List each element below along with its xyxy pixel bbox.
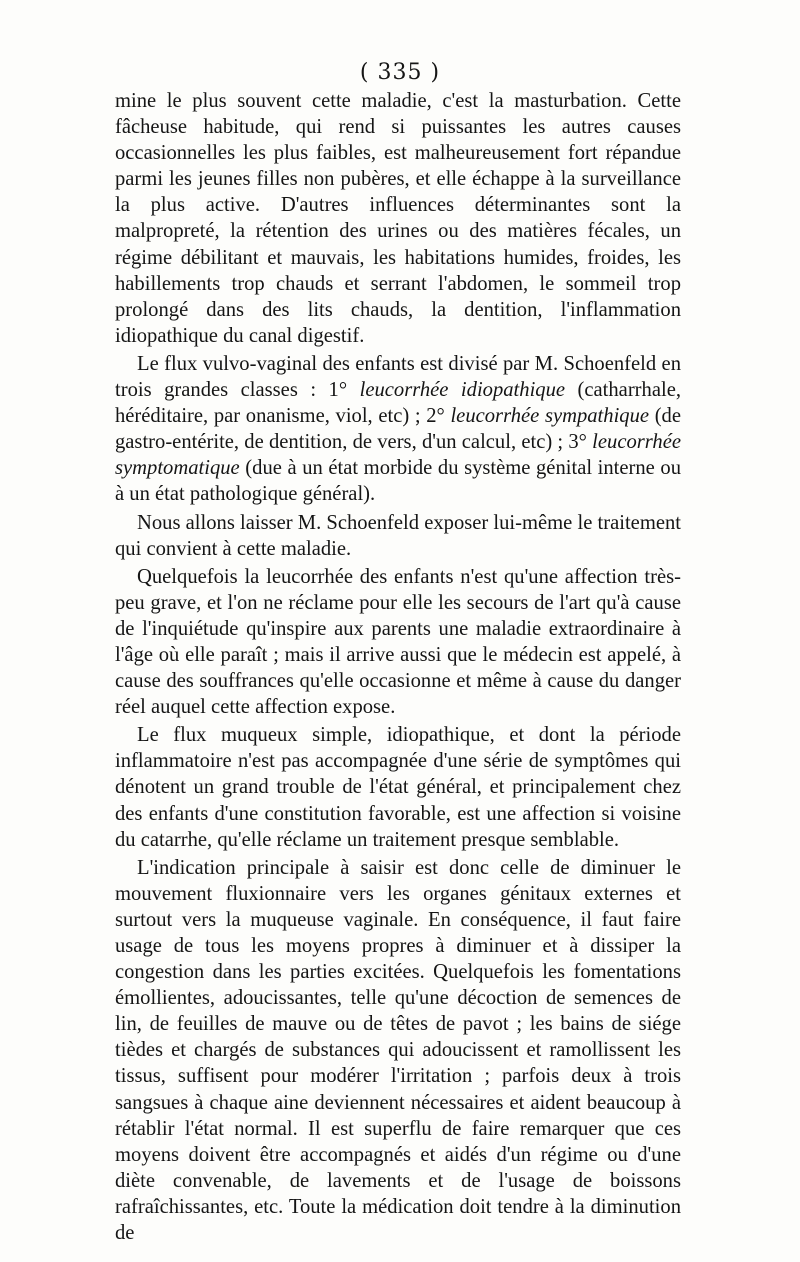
paragraph-severity: Quelquefois la leucorrhée des enfants n'est qu'une affection très-peu grave, et l'on ne réclame pour elle les secours de l'art qu'à cause de l'inquiétude qu'inspire aux parents une maladie extraordinaire à l'âge où elle paraît ; mais il arrive aussi que le médecin est appelé, à cause des souffrances qu'elle occasionne et même à cause du danger réel auquel cette affection expose.	[115, 565, 681, 719]
classification-text-1: Le flux vulvo-vaginal des enfants est divisé par M. Schoenfeld en trois grandes classes : 1°	[115, 352, 681, 402]
paragraph-classification	[115, 351, 681, 508]
paragraph-causes: mine le plus souvent cette maladie, c'est la masturbation. Cette fâcheuse habitude, qui rend si puissantes les autres causes occasionnelles les plus faibles, est malheureusement fort répandue parmi les jeunes filles non pubères, et elle échappe à la surveillance la plus active. D'autres influences déterminantes sont la malpropreté, la rétention des urines ou des matières fécales, un régime débilitant et mauvais, les habitations humides, froides, les habillements trop chauds et serrant l'abdomen, le sommeil trop prolongé dans des lits chauds, la dentition, l'inflammation idiopathique du canal digestif.	[115, 90, 681, 347]
page-number: ( 335 )	[359, 60, 441, 85]
body-text	[115, 88, 681, 1246]
paragraph-intro-treatment: Nous allons laisser M. Schoenfeld exposer lui-même le traitement qui convient à cette maladie.	[115, 511, 681, 560]
classification-idiopathique: leucorrhée idiopathique	[359, 379, 566, 402]
classification-symptomatique: leucorrhée symptomatique	[115, 431, 681, 480]
classification-sympathique: leucorrhée sympathique	[450, 405, 650, 428]
classification-text-4: (due à un état morbide du système génital interne ou à un état pathologique général).	[115, 457, 681, 506]
classification-text-2: (catharrhale, héréditaire, par onanisme, viol, etc) ; 2°	[115, 379, 681, 428]
paragraph-indication: L'indication principale à saisir est donc celle de diminuer le mouvement fluxionnaire vers les organes génitaux externes et surtout vers la muqueuse vaginale. En conséquence, il faut faire usage de tous les moyens propres à diminuer et à dissiper la congestion dans les parties excitées. Quelquefois les fomentations émollientes, adoucissantes, telle qu'une décoction de semences de lin, de feuilles de mauve ou de têtes de pavot ; les bains de siége tièdes et chargés de substances qui adoucissent et ramollissent les tissus, suffisent pour modérer l'irritation ; parfois deux à trois sangsues à chaque aine deviennent nécessaires et aident beaucoup à rétablir l'état normal. Il est superflu de faire remarquer que ces moyens doivent être accompagnés et aidés d'un régime ou d'une diète convenable, de lavements et de l'usage de boissons rafraîchissantes, etc. Toute la médication doit tendre à la diminution de	[115, 856, 681, 1245]
paragraph-simple-flux: Le flux muqueux simple, idiopathique, et dont la période inflammatoire n'est pas accompagnée d'une série de symptômes qui dénotent un grand trouble de l'état général, et principalement chez des enfants d'une constitution favorable, est une affection si voisine du catarrhe, qu'elle réclame un traitement presque semblable.	[115, 724, 681, 851]
classification-text-3: (de gastro-entérite, de dentition, de vers, d'un calcul, etc) ; 3°	[115, 405, 681, 454]
